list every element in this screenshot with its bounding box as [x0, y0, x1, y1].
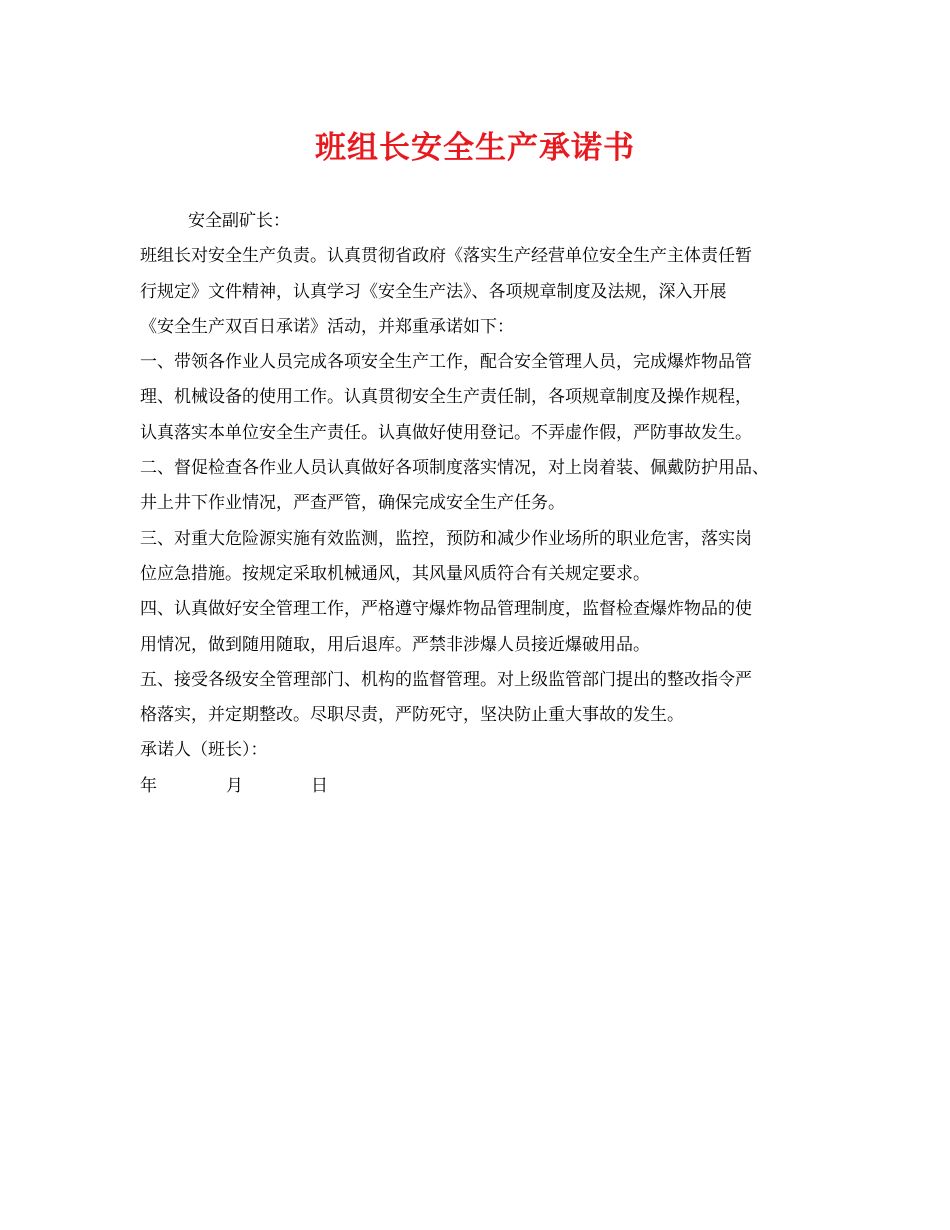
body-line: 《安全生产双百日承诺》活动，并郑重承诺如下： [140, 316, 514, 337]
body-line: 格落实，并定期整改。尽职尽责，严防死守，坚决防止重大事故的发生。 [140, 705, 684, 726]
body-line: 用情况，做到随用随取，用后退库。严禁非涉爆人员接近爆破用品。 [140, 634, 650, 655]
body-line: 班组长对安全生产负责。认真贯彻省政府《落实生产经营单位安全生产主体责任暂 [140, 246, 752, 267]
date-line [140, 769, 840, 804]
body-line: 二、督促检查各作业人员认真做好各项制度落实情况，对上岗着装、佩戴防护用品、 [140, 458, 769, 479]
document-title: 班组长安全生产承诺书 [315, 130, 635, 166]
body-line: 位应急措施。按规定采取机械通风，其风量风质符合有关规定要求。 [140, 563, 650, 584]
body-line: 四、认真做好安全管理工作，严格遵守爆炸物品管理制度，监督检查爆炸物品的使 [140, 599, 752, 620]
body-line: 井上井下作业情况，严查严管，确保完成安全生产任务。 [140, 493, 565, 514]
body-line: 一、带领各作业人员完成各项安全生产工作，配合安全管理人员，完成爆炸物品管 [140, 352, 752, 373]
body-line: 认真落实本单位安全生产责任。认真做好使用登记。不弄虚作假，严防事故发生。 [140, 422, 752, 443]
signer-label: 承诺人（班长）： [140, 740, 268, 761]
body-line: 五、接受各级安全管理部门、机构的监督管理。对上级监管部门提出的整改指令严 [140, 669, 752, 690]
date-month: 月 [226, 775, 243, 796]
date-year: 年 [140, 775, 157, 796]
date-day: 日 [311, 775, 328, 796]
body-line: 理、机械设备的使用工作。认真贯彻安全生产责任制，各项规章制度及操作规程， [140, 387, 752, 408]
salutation: 安全副矿长： [188, 211, 290, 231]
body-line: 行规定》文件精神，认真学习《安全生产法》、各项规章制度及法规，深入开展 [140, 281, 727, 302]
body-line: 三、对重大危险源实施有效监测，监控，预防和减少作业场所的职业危害，落实岗 [140, 528, 752, 549]
document-body [140, 204, 840, 804]
